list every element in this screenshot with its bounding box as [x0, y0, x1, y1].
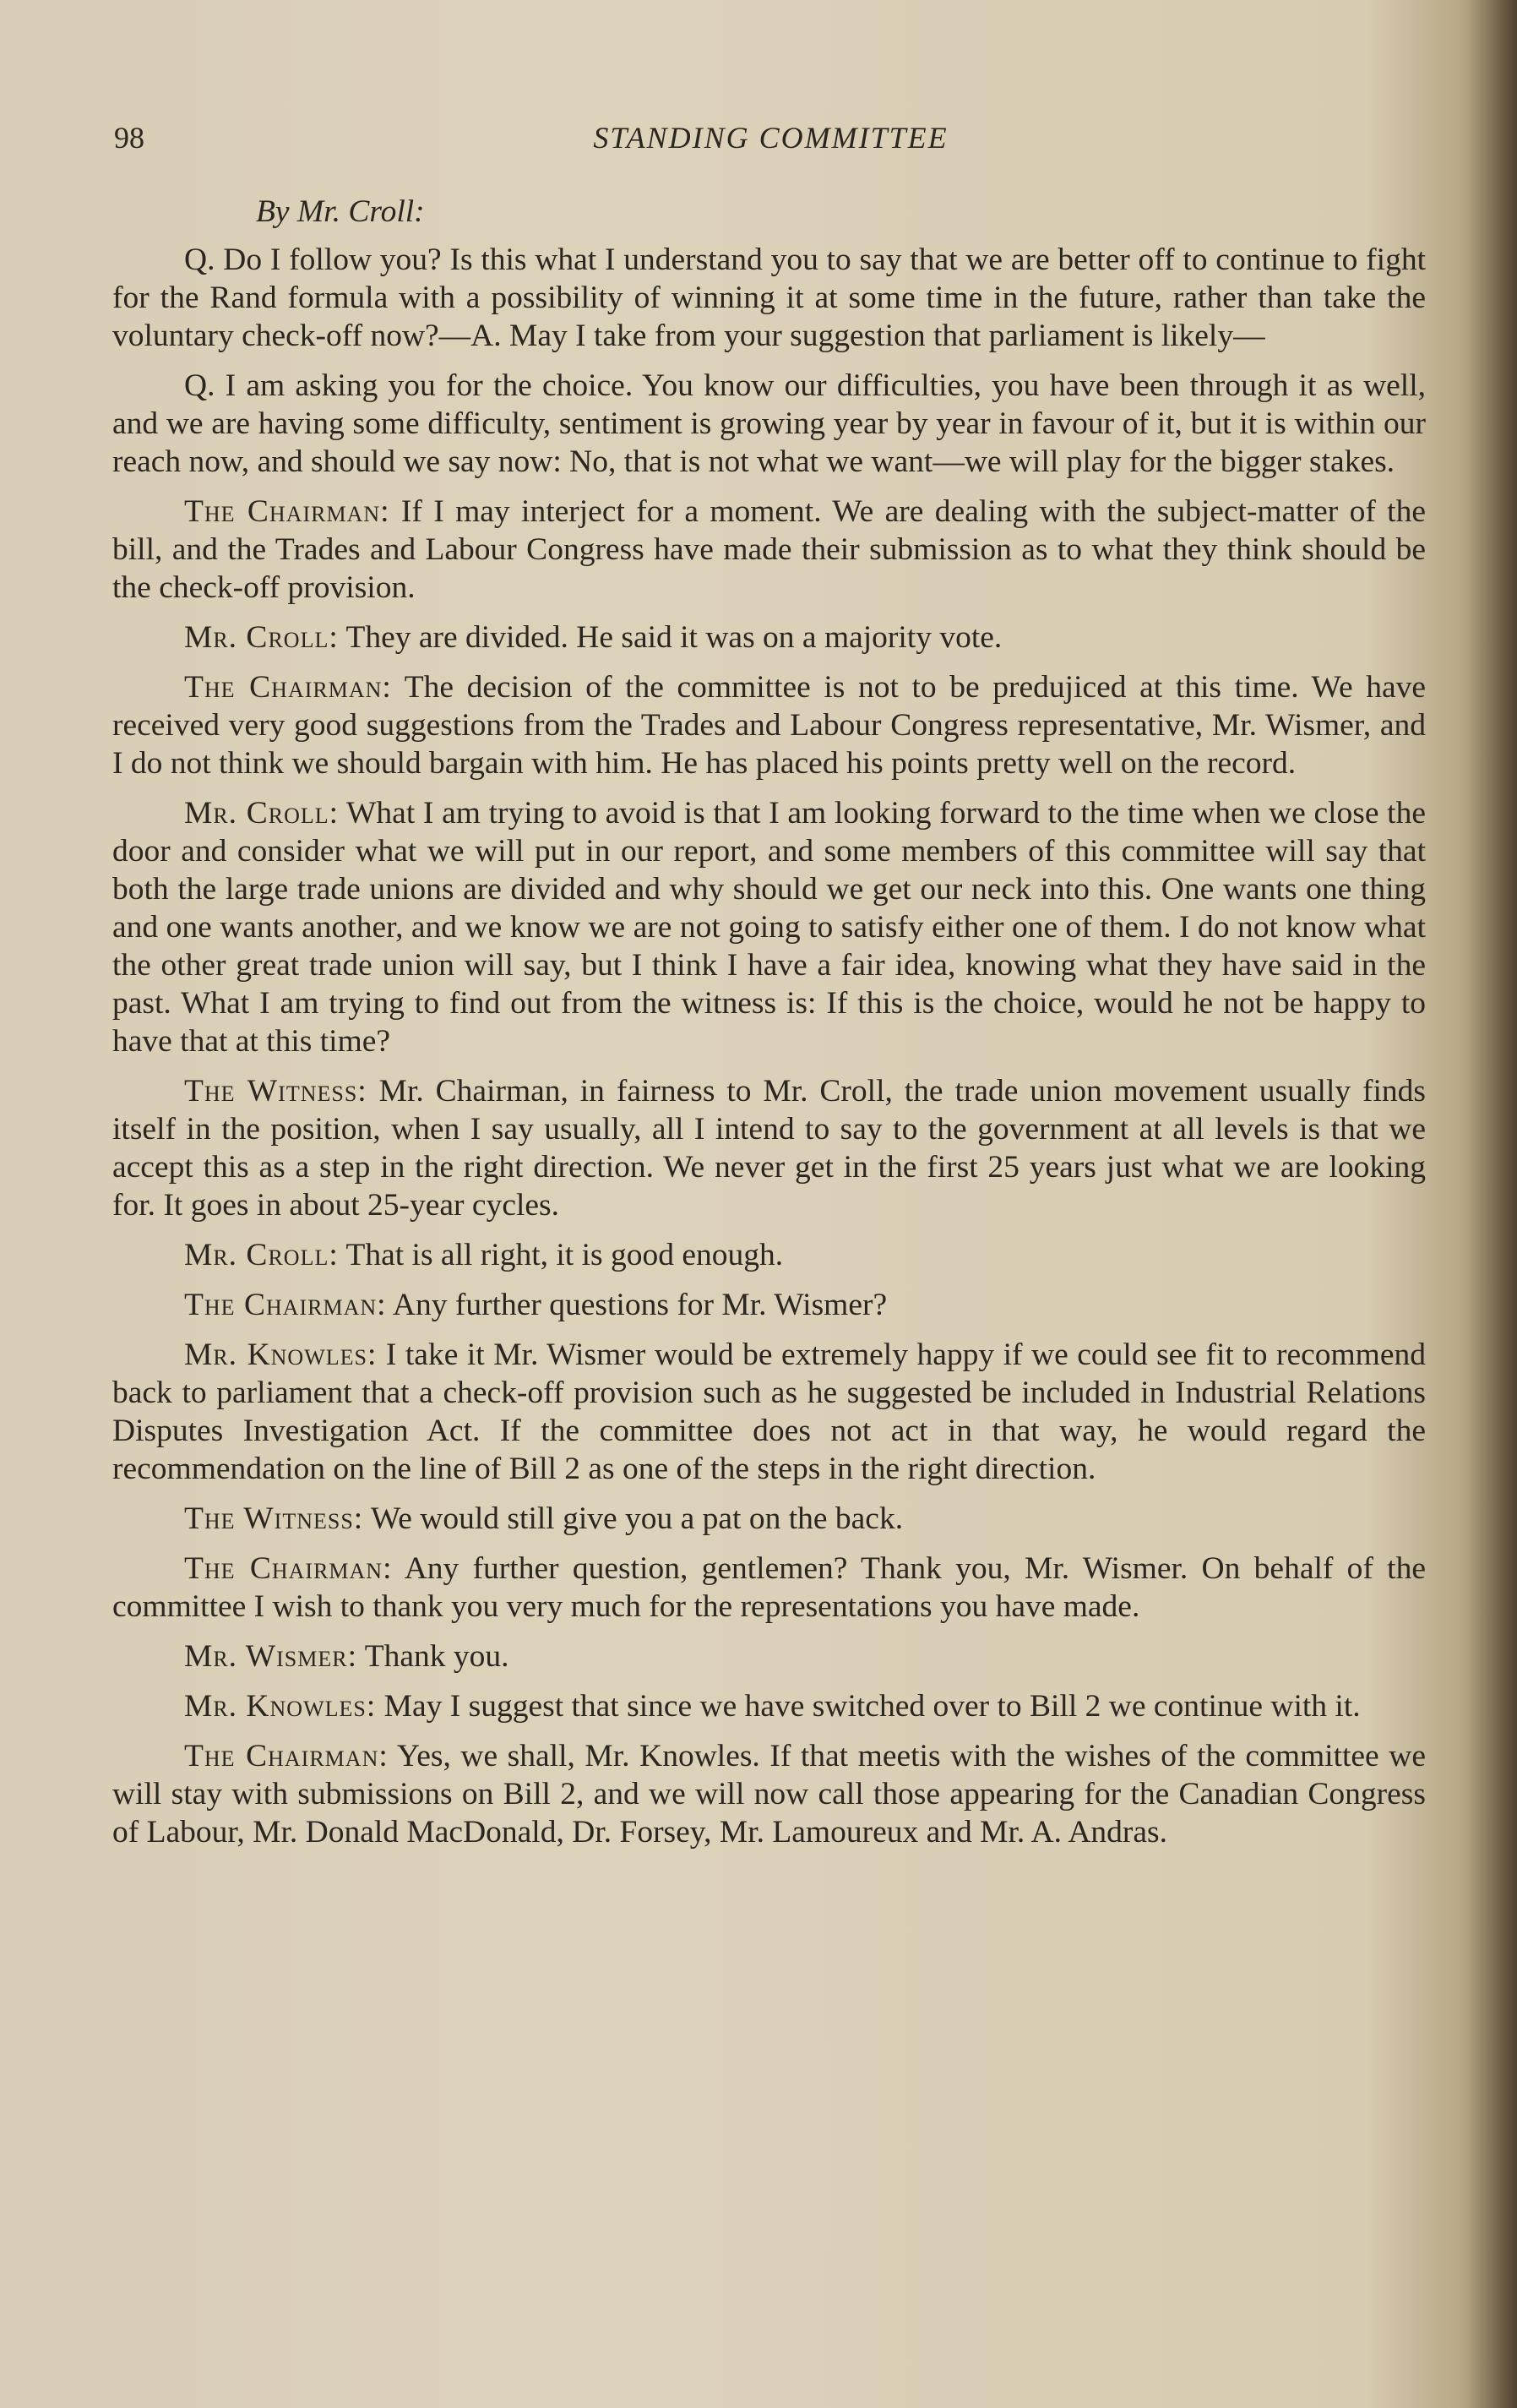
speaker-name: Mr. Croll: [184, 796, 340, 831]
speaker-name: Mr. Wismer: [184, 1639, 358, 1674]
paragraph-text: Q. Do I follow you? Is this what I understand you to say that we are better off to continue to fight for the Rand formula with a possibility of winning it at some time in the future, rather than take the voluntary check-off now?—A. May I take from your suggestion that parliament is likely— [112, 242, 1426, 353]
paragraph-text: Thank you. [357, 1639, 509, 1674]
speaker-name: Mr. Croll: [184, 620, 339, 655]
paragraph-text: If I may interject for a moment. We are dealing with the subject-matter of the bill, and the Trades and Labour Congress have made their submission as to what they think should be the check-off provision. [112, 494, 1426, 605]
paragraph [112, 668, 1426, 782]
paragraph-text: May I suggest that since we have switched over to Bill 2 we continue with it. [376, 1689, 1361, 1724]
paragraph-text: Any further question, gentlemen? Thank you, Mr. Wismer. On behalf of the committee I wish to thank you very much for the representations you have made. [112, 1551, 1426, 1624]
speaker-name: The Chairman: [184, 1288, 387, 1322]
paragraph [112, 367, 1426, 481]
speaker-name: Mr. Croll: [184, 1238, 339, 1272]
paragraph [112, 1550, 1426, 1626]
speaker-name: The Witness: [184, 1074, 367, 1109]
paragraph-text: Q. I am asking you for the choice. You know our difficulties, you have been through it as well, and we are having some difficulty, sentiment is growing year by year in favour of it, but it is within our reach now, and should we say now: No, that is not what we want—we will play for the bigger stakes. [112, 368, 1426, 479]
paragraph-text: What I am trying to avoid is that I am looking forward to the time when we close the door and consider what we will put in our report, and some members of this committee will say that both the large trade unions are divided and why should we get our neck into this. One wants one thing and one wants another, and we know we are not going to satisfy either one of them. I do not know what the other great trade union will say, but I think I have a fair idea, knowing what they have said in the past. What I am trying to find out from the witness is: If this is the choice, would he not be happy to have that at this time? [112, 796, 1426, 1059]
paragraph [112, 1336, 1426, 1488]
page-binding-shadow [1468, 0, 1517, 2408]
speaker-name: The Chairman: [184, 670, 392, 705]
paragraph [112, 1637, 1426, 1675]
paragraph [112, 493, 1426, 607]
paragraph [112, 1286, 1426, 1324]
paragraph-text: That is all right, it is good enough. [338, 1238, 784, 1272]
running-title: STANDING COMMITTEE [593, 121, 949, 155]
speaker-name: Mr. Knowles: [184, 1337, 378, 1372]
paragraph-text: Mr. Chairman, in fairness to Mr. Croll, the trade union movement usually finds itself in the position, when I say usually, all I intend to say to the government at all levels is that we accept this as a step in the right direction. We never get in the first 25 years just what we are looking for. It goes in about 25-year cycles. [112, 1074, 1426, 1223]
paragraph [112, 618, 1426, 656]
page-header [114, 120, 1427, 162]
transcript-body [112, 193, 1426, 1863]
speaker-name: Mr. Knowles: [184, 1689, 377, 1724]
paragraph [112, 1500, 1426, 1538]
speaker-name: The Witness: [184, 1501, 364, 1536]
paragraph-text: Any further questions for Mr. Wismer? [386, 1288, 888, 1322]
paragraph-text: The decision of the committee is not to be predujiced at this time. We have received very good suggestions from the Trades and Labour Congress representative, Mr. Wismer, and I do not think we should bargain with him. He has placed his points pretty well on the record. [112, 670, 1426, 781]
paragraph-text: I take it Mr. Wismer would be extremely happy if we could see fit to recommend back to parliament that a check-off provision such as he suggested be included in Industrial Relations Disputes Investigation Act. If the committee does not act in that way, he would regard the recommendation on the line of Bill 2 as one of the steps in the right direction. [112, 1337, 1426, 1486]
paragraph [112, 1236, 1426, 1274]
speaker-name: The Chairman: [184, 1551, 393, 1586]
paragraph [112, 1072, 1426, 1224]
paragraph [112, 241, 1426, 355]
paragraph [112, 1737, 1426, 1851]
speaker-name: The Chairman: [184, 1739, 389, 1773]
page-number: 98 [114, 121, 144, 155]
speaker-name: The Chairman: [184, 494, 390, 529]
paragraph [112, 794, 1426, 1060]
paragraph-text: Yes, we shall, Mr. Knowles. If that meetis with the wishes of the committee we will stay with submissions on Bill 2, and we will now call those appearing for the Canadian Congress of Labour, Mr. Donald MacDonald, Dr. Forsey, Mr. Lamoureux and Mr. A. Andras. [112, 1739, 1426, 1850]
paragraph [112, 1687, 1426, 1725]
paragraph-text: We would still give you a pat on the back. [363, 1501, 904, 1536]
examiner-byline: By Mr. Croll: [256, 194, 425, 229]
paragraph-text: They are divided. He said it was on a majority vote. [338, 620, 1003, 655]
